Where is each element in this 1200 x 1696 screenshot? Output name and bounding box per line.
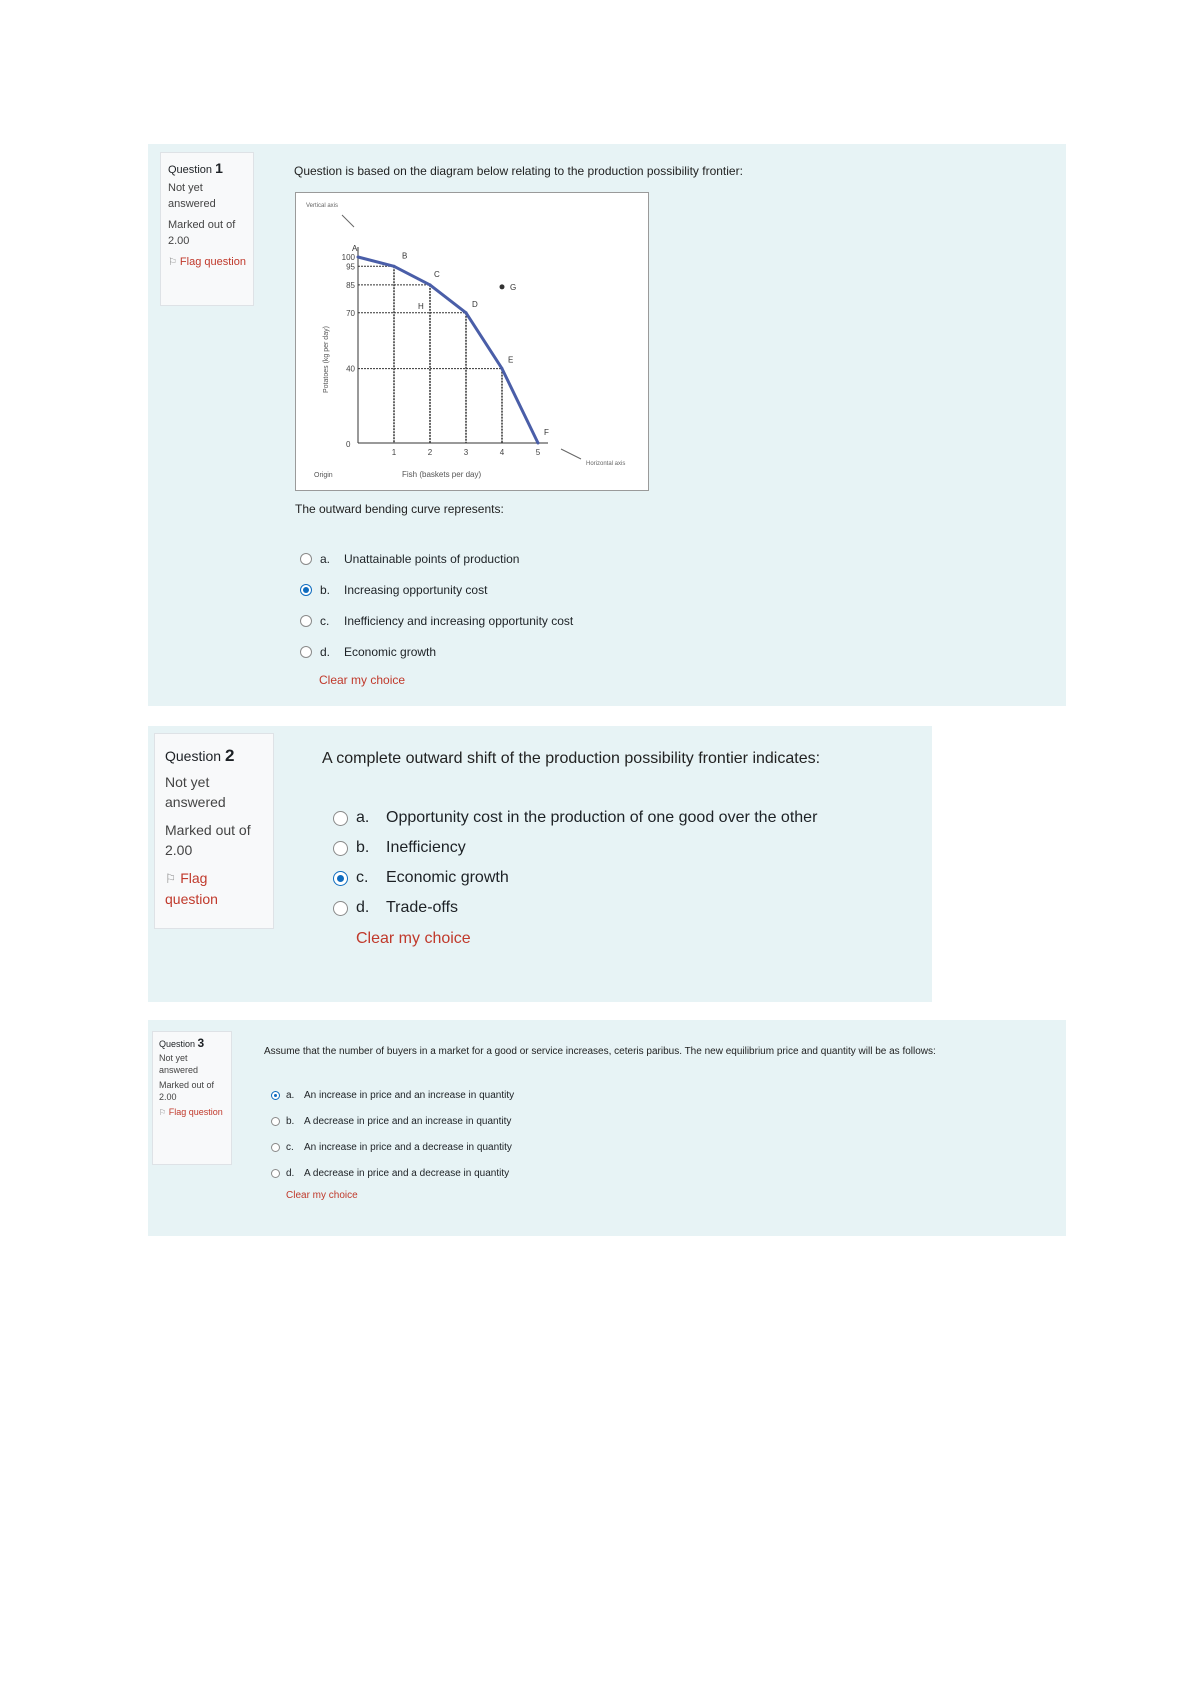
y-tick-label: 100 (341, 253, 355, 262)
y-tick-label: 85 (346, 280, 355, 290)
vertical-axis-label: Vertical axis (306, 203, 339, 209)
x-axis-title: Fish (baskets per day) (402, 470, 482, 479)
origin-label: Origin (314, 472, 333, 479)
answer-list (271, 1082, 514, 1186)
horizontal-axis-label: Horizontal axis (586, 461, 626, 467)
radio-b[interactable] (300, 584, 312, 596)
question-grade: Marked out of 2.00 (165, 822, 251, 858)
question-2-info (154, 733, 274, 929)
point-label-H: H (418, 301, 424, 311)
answer-option-a[interactable]: a. An increase in price and an increase in quantity (271, 1082, 514, 1108)
question-grade: Marked out of 2.00 (168, 219, 236, 247)
point-label-D: D (472, 299, 478, 309)
radio-c[interactable] (300, 615, 312, 627)
question-number: Question 1 (168, 160, 223, 176)
answer-option-c[interactable]: c. An increase in price and a decrease in quantity (271, 1134, 514, 1160)
question-state: Not yet answered (159, 1053, 199, 1075)
ppf-point-C (429, 283, 432, 286)
question-number: Question 2 (165, 746, 235, 765)
point-label-G: G (510, 282, 517, 292)
clear-choice-link[interactable]: Clear my choice (286, 1190, 358, 1201)
flag-icon: ⚐ (159, 1108, 167, 1117)
clear-choice-link[interactable]: Clear my choice (319, 673, 406, 687)
point-G (500, 284, 505, 289)
flag-question-link[interactable]: ⚐ Flag question (159, 1107, 223, 1117)
point-label-C: C (434, 269, 440, 279)
question-state: Not yet answered (168, 182, 216, 210)
flag-icon: ⚐ (168, 257, 177, 268)
origin-tick: 0 (346, 440, 351, 449)
question-1-info (160, 152, 254, 306)
radio-a[interactable] (333, 811, 348, 826)
question-state: Not yet answered (165, 774, 226, 810)
radio-c[interactable] (271, 1143, 280, 1152)
point-label-F: F (544, 428, 549, 437)
vertical-axis-pointer (342, 215, 354, 227)
radio-b[interactable] (333, 841, 348, 856)
flag-icon: ⚐ (165, 872, 177, 886)
x-tick-label: 5 (535, 448, 541, 457)
radio-d[interactable] (333, 901, 348, 916)
question-grade: Marked out of 2.00 (159, 1080, 215, 1102)
y-tick-label: 70 (346, 308, 355, 318)
x-tick-label: 4 (499, 448, 505, 457)
x-tick-label: 2 (427, 448, 433, 457)
ppf-point-F (537, 442, 540, 445)
answer-option-b[interactable]: b. Inefficiency (333, 833, 817, 863)
answer-list (333, 803, 817, 923)
answer-list (300, 543, 573, 667)
x-tick-label: 1 (391, 448, 397, 457)
radio-d[interactable] (271, 1169, 280, 1178)
radio-c[interactable] (333, 871, 348, 886)
ppf-chart (296, 193, 648, 490)
ppf-point-E (501, 367, 504, 370)
answer-option-b[interactable]: b. A decrease in price and an increase in quantity (271, 1108, 514, 1134)
ppf-point-B (393, 265, 396, 268)
answer-option-d[interactable]: d. Economic growth (300, 636, 573, 667)
answer-option-d[interactable]: d. A decrease in price and a decrease in quantity (271, 1160, 514, 1186)
flag-question-link[interactable]: ⚐ Flag question (165, 870, 218, 907)
answer-option-d[interactable]: d. Trade-offs (333, 893, 817, 923)
question-prompt: Question is based on the diagram below relating to the production possibility frontier: (294, 164, 743, 178)
y-tick-label: 40 (346, 364, 355, 374)
question-prompt: A complete outward shift of the production possibility frontier indicates: (322, 750, 821, 767)
answer-option-b[interactable]: b. Increasing opportunity cost (300, 574, 573, 605)
ppf-point-A (357, 256, 360, 259)
question-number: Question 3 (159, 1036, 205, 1050)
horizontal-axis-pointer (561, 449, 581, 459)
y-axis-title: Potatoes (kg per day) (323, 326, 330, 393)
sub-prompt: The outward bending curve represents: (295, 502, 504, 516)
point-label-B: B (402, 251, 408, 261)
answer-option-a[interactable]: a. Unattainable points of production (300, 543, 573, 574)
question-3-info (152, 1031, 232, 1165)
ppf-diagram (295, 192, 649, 491)
radio-a[interactable] (271, 1091, 280, 1100)
answer-option-c[interactable]: c. Economic growth (333, 863, 817, 893)
x-tick-label: 3 (463, 448, 469, 457)
point-label-A: A (352, 244, 358, 253)
answer-option-a[interactable]: a. Opportunity cost in the production of one good over the other (333, 803, 817, 833)
point-label-E: E (508, 355, 514, 365)
question-prompt: Assume that the number of buyers in a market for a good or service increases, ceteris paribus. The new equilibrium price and quantity will be as follows: (264, 1046, 936, 1057)
clear-choice-link[interactable]: Clear my choice (356, 930, 471, 947)
answer-option-c[interactable]: c. Inefficiency and increasing opportunity cost (300, 605, 573, 636)
radio-a[interactable] (300, 553, 312, 565)
flag-question-link[interactable]: ⚐ Flag question (168, 256, 246, 268)
radio-b[interactable] (271, 1117, 280, 1126)
ppf-point-D (465, 311, 468, 314)
y-tick-label: 95 (346, 262, 355, 272)
radio-d[interactable] (300, 646, 312, 658)
